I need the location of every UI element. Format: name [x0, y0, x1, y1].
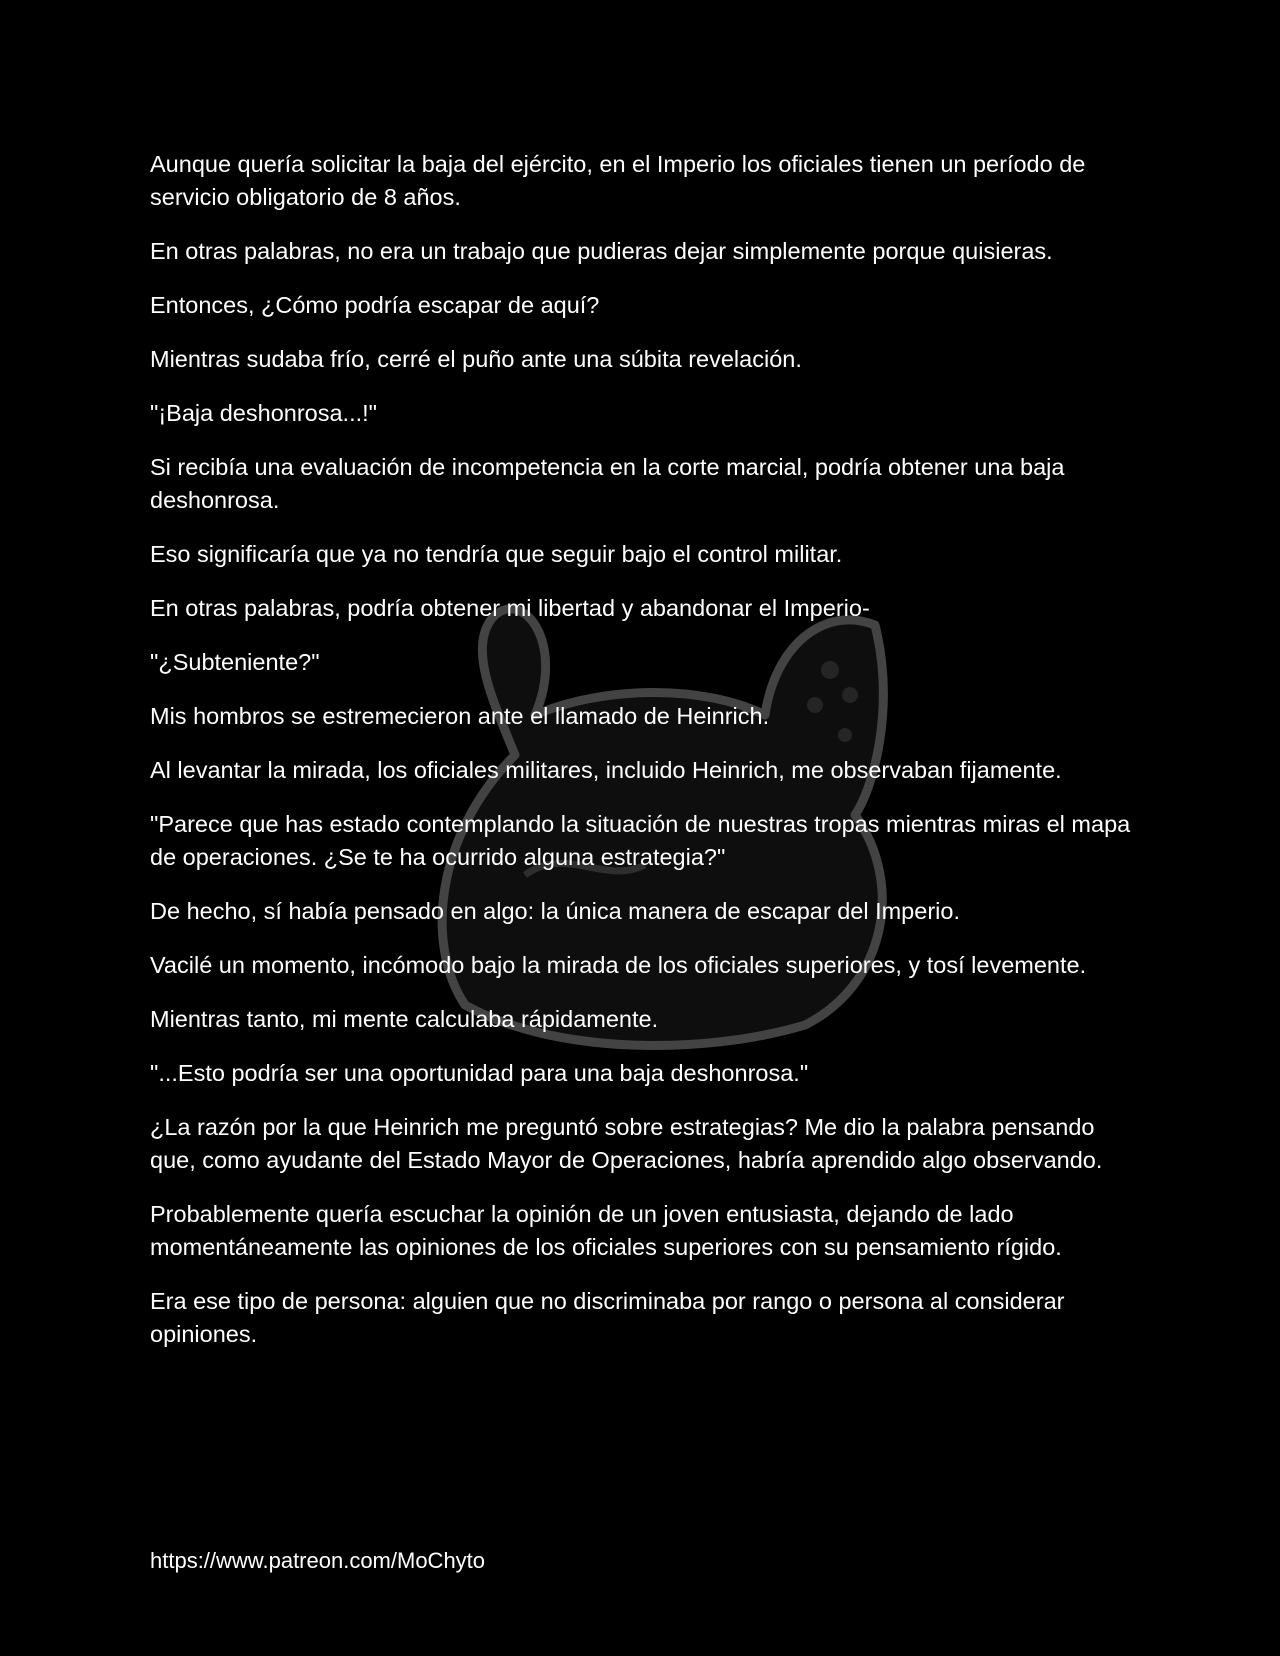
- paragraph: Mientras tanto, mi mente calculaba rápidamente.: [150, 1006, 659, 1032]
- paragraph: Era ese tipo de persona: alguien que no discriminaba por rango o persona al considerar opiniones.: [150, 1288, 1065, 1347]
- paragraph: Mientras sudaba frío, cerré el puño ante una súbita revelación.: [150, 346, 802, 372]
- paragraph: Probablemente quería escuchar la opinión de un joven entusiasta, dejando de lado momentáneamente las opiniones de los oficiales superiores con su pensamiento rígido.: [150, 1201, 1062, 1260]
- paragraph: Vacilé un momento, incómodo bajo la mirada de los oficiales superiores, y tosí levemente.: [150, 952, 1087, 978]
- paragraph: Mis hombros se estremecieron ante el llamado de Heinrich.: [150, 703, 770, 729]
- paragraph: "...Esto podría ser una oportunidad para una baja deshonrosa.": [150, 1060, 809, 1086]
- paragraph: "¿Subteniente?": [150, 649, 320, 675]
- paragraph: Si recibía una evaluación de incompetencia en la corte marcial, podría obtener una baja deshonrosa.: [150, 454, 1065, 513]
- paragraph: Entonces, ¿Cómo podría escapar de aquí?: [150, 292, 600, 318]
- paragraph: De hecho, sí había pensado en algo: la única manera de escapar del Imperio.: [150, 898, 960, 924]
- paragraph: "Parece que has estado contemplando la situación de nuestras tropas mientras miras el mapa de operaciones. ¿Se te ha ocurrido alguna estrategia?": [150, 811, 1131, 870]
- paragraph: Eso significaría que ya no tendría que seguir bajo el control militar.: [150, 541, 843, 567]
- patreon-link[interactable]: https://www.patreon.com/MoChyto: [150, 1548, 486, 1573]
- paragraph: En otras palabras, podría obtener mi libertad y abandonar el Imperio-: [150, 595, 870, 621]
- document-body: [150, 148, 1140, 1372]
- paragraph: "¡Baja deshonrosa...!": [150, 400, 378, 426]
- paragraph: Al levantar la mirada, los oficiales militares, incluido Heinrich, me observaban fijamente.: [150, 757, 1062, 783]
- paragraph: En otras palabras, no era un trabajo que pudieras dejar simplemente porque quisieras.: [150, 238, 1053, 264]
- paragraph: ¿La razón por la que Heinrich me preguntó sobre estrategias? Me dio la palabra pensando que, como ayudante del Estado Mayor de Operaciones, habría aprendido algo observando.: [150, 1114, 1103, 1173]
- paragraph: Aunque quería solicitar la baja del ejército, en el Imperio los oficiales tienen un período de servicio obligatorio de 8 años.: [150, 151, 1086, 210]
